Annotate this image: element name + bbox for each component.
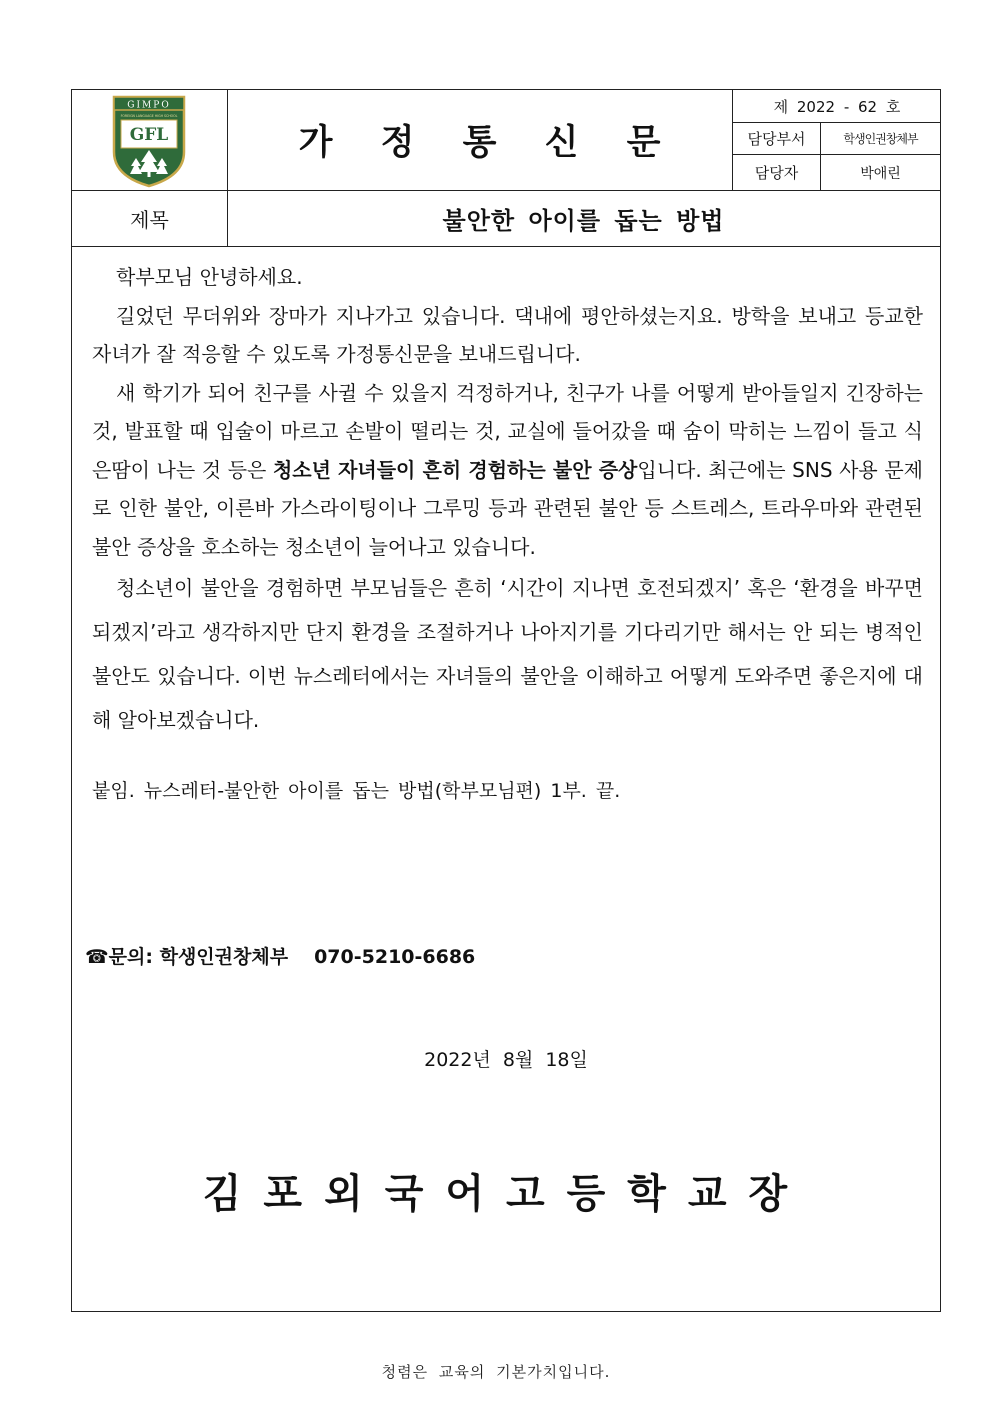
department-value: 학생인권창체부	[843, 131, 918, 146]
logo-initials: GFL	[129, 125, 169, 145]
attachment-note: 붙임. 뉴스레터-불안한 아이를 돕는 방법(학부모님편) 1부. 끝.	[92, 780, 621, 802]
document-title: 가 정 통 신 문	[298, 123, 679, 163]
logo-cell	[72, 90, 228, 190]
subject-label: 제목	[72, 190, 228, 246]
paragraph-2	[92, 374, 923, 567]
issue-date: 2022년 8월 18일	[424, 1049, 588, 1071]
paragraph-1: 길었던 무더위와 장마가 지나가고 있습니다. 댁내에 평안하셨는지요. 방학을 보내고 등교한 자녀가 잘 적응할 수 있도록 가정통신문을 보내드립니다.	[92, 303, 923, 366]
school-logo	[72, 90, 227, 190]
department-row	[733, 122, 941, 155]
document-title-cell	[227, 90, 732, 190]
issue-meta-table	[732, 90, 941, 190]
paragraph-2-text: 새 학기가 되어 친구를 사귈 수 있을지 걱정하거나, 친구가 나를 어떻게 받아들일지 긴장하는 것, 발표할 때 입술이 마르고 손발이 떨리는 것, 교실에 들어갔을 때 숨이 막히는 느낌이 들고 식은땀이 나는 것 등은	[92, 380, 923, 482]
contact-line	[85, 942, 475, 969]
contact-phone[interactable]: 070-5210-6686	[314, 946, 476, 968]
contact-label: 문의: 학생인권창체부	[108, 946, 289, 968]
subject-title: 불안한 아이를 돕는 방법	[442, 206, 725, 235]
greeting: 학부모님 안녕하세요.	[116, 265, 303, 289]
person-row	[733, 155, 941, 190]
person-label: 담당자	[733, 155, 821, 190]
paragraph-2-emphasis: 청소년 자녀들이 흔히 경험하는 불안 증상	[272, 457, 638, 482]
principal-signature: 김포외국어고등학교장	[202, 1171, 810, 1217]
issue-number: 제 2022 - 62 호	[733, 90, 941, 123]
document-frame	[71, 89, 941, 1312]
paragraph-3: 청소년이 불안을 경험하면 부모님들은 흔히 ‘시간이 지나면 호전되겠지’ 혹은 ‘환경을 바꾸면 되겠지’라고 생각하지만 단지 환경을 조절하거나 나아지기를 기다리기만 해서는 안 되는 병적인 불안도 있습니다. 이번 뉴스레터에서는 자녀들의 불안을 이해하고 어떻게 도와주면 좋은지에 대해 알아보겠습니다.	[92, 576, 923, 732]
paragraph-2-text-end: 입니다. 최근에는 SNS 사용 문제로 인한 불안, 이른바 가스라이팅이나 그루밍 등과 관련된 불안 등 스트레스, 트라우마와 관련된 불안 증상을 호소하는 청소년이 늘어나고 있습니다.	[92, 457, 923, 559]
person-value: 박애린	[860, 165, 901, 182]
logo-top-text: GIMPO	[127, 100, 171, 111]
letter-body	[92, 258, 923, 811]
department-label: 담당부서	[733, 122, 821, 154]
subject-row	[72, 190, 940, 247]
phone-icon: ☎	[85, 946, 109, 968]
footer-slogan: 청렴은 교육의 기본가치입니다.	[381, 1363, 611, 1381]
logo-subtitle: FOREIGN LANGUAGE HIGH SCHOOL	[120, 114, 178, 118]
header-table	[72, 90, 940, 191]
